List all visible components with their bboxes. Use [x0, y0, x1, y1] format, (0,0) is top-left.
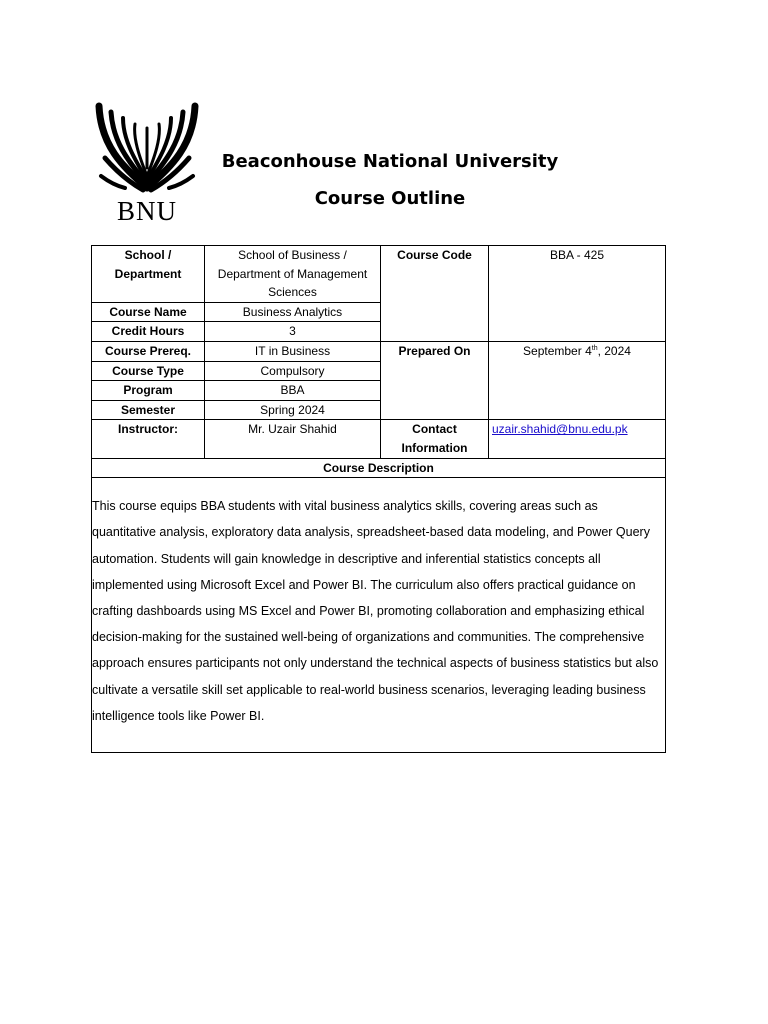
- contact-label: Contact Information: [381, 420, 489, 458]
- contact-email-link[interactable]: uzair.shahid@bnu.edu.pk: [492, 422, 628, 437]
- university-name: Beaconhouse National University: [221, 151, 559, 172]
- prepared-date-suffix: th: [591, 344, 598, 352]
- prereq-value: IT in Business: [205, 341, 381, 361]
- course-type-value: Compulsory: [205, 361, 381, 381]
- course-name-value: Business Analytics: [205, 302, 381, 322]
- course-code-value: BBA - 425: [489, 246, 666, 342]
- prepared-year: , 2024: [597, 343, 631, 358]
- prepared-on-value: [489, 341, 666, 419]
- table-row: [92, 246, 666, 303]
- course-code-label: Course Code: [381, 246, 489, 342]
- course-name-label: Course Name: [92, 302, 205, 322]
- logo-text: BNU: [116, 196, 177, 226]
- credit-hours-label: Credit Hours: [92, 322, 205, 342]
- prereq-label: Course Prereq.: [92, 341, 205, 361]
- course-description-heading: Course Description: [92, 458, 666, 478]
- school-label: School / Department: [92, 246, 205, 303]
- credit-hours-value: 3: [205, 322, 381, 342]
- table-row: [92, 420, 666, 458]
- course-description-body: This course equips BBA students with vital business analytics skills, covering areas such as quantitative analysis, exploratory data analysis, spreadsheet-based data modeling, and Power Query automation. Students will gain knowledge in descriptive and inferential statistics concepts all implemented using Microsoft Excel and Power BI. The curriculum also offers practical guidance on crafting dashboards using MS Excel and Power BI, promoting collaboration and emphasizing ethical decision-making for the sustained well-being of organizations and communities. The comprehensive approach ensures participants not only understand the technical aspects of business statistics but also cultivate a versatile skill set applicable to real-world business scenarios, leveraging leading business intelligence tools like Power BI.: [92, 478, 666, 753]
- course-type-label: Course Type: [92, 361, 205, 381]
- course-info-table: [91, 245, 666, 753]
- school-value: School of Business / Department of Management Sciences: [205, 246, 381, 303]
- contact-email-cell: [489, 420, 666, 458]
- instructor-label: Instructor:: [92, 420, 205, 458]
- instructor-value: Mr. Uzair Shahid: [205, 420, 381, 458]
- program-value: BBA: [205, 381, 381, 401]
- program-label: Program: [92, 381, 205, 401]
- semester-label: Semester: [92, 400, 205, 420]
- page-title: Course Outline: [314, 188, 466, 209]
- logo-emblem-icon: [95, 98, 199, 194]
- prepared-date: September 4: [523, 343, 592, 358]
- semester-value: Spring 2024: [205, 400, 381, 420]
- table-row: [92, 341, 666, 361]
- table-row: [92, 458, 666, 478]
- table-row: [92, 478, 666, 753]
- prepared-on-label: Prepared On: [381, 341, 489, 419]
